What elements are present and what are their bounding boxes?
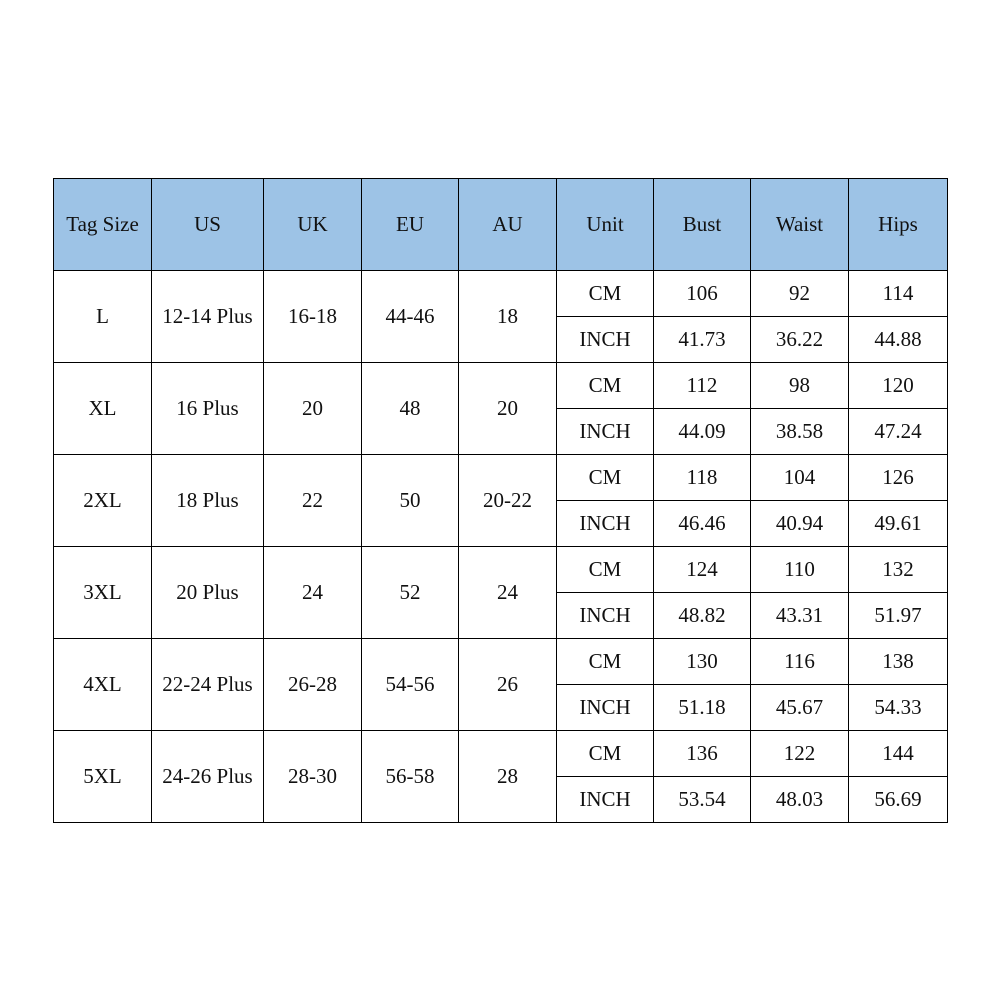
table-row-cm bbox=[54, 271, 948, 317]
tag-size-cell: 5XL bbox=[54, 731, 152, 823]
eu-size-cell: 48 bbox=[362, 363, 459, 455]
tag-size-cell: L bbox=[54, 271, 152, 363]
header-hips: Hips bbox=[849, 179, 948, 271]
unit-cell: INCH bbox=[557, 593, 654, 639]
unit-cell: CM bbox=[557, 455, 654, 501]
au-size-cell: 28 bbox=[459, 731, 557, 823]
au-size-cell: 18 bbox=[459, 271, 557, 363]
bust-cell: 48.82 bbox=[654, 593, 751, 639]
eu-size-cell: 44-46 bbox=[362, 271, 459, 363]
unit-cell: CM bbox=[557, 547, 654, 593]
uk-size-cell: 28-30 bbox=[264, 731, 362, 823]
tag-size-cell: XL bbox=[54, 363, 152, 455]
au-size-cell: 20 bbox=[459, 363, 557, 455]
bust-cell: 118 bbox=[654, 455, 751, 501]
table-row-cm bbox=[54, 547, 948, 593]
au-size-cell: 24 bbox=[459, 547, 557, 639]
size-chart-table bbox=[53, 178, 948, 823]
table-row-cm bbox=[54, 363, 948, 409]
au-size-cell: 26 bbox=[459, 639, 557, 731]
unit-cell: CM bbox=[557, 639, 654, 685]
us-size-cell: 20 Plus bbox=[152, 547, 264, 639]
waist-cell: 45.67 bbox=[751, 685, 849, 731]
tag-size-cell: 4XL bbox=[54, 639, 152, 731]
bust-cell: 106 bbox=[654, 271, 751, 317]
unit-cell: INCH bbox=[557, 777, 654, 823]
bust-cell: 46.46 bbox=[654, 501, 751, 547]
bust-cell: 130 bbox=[654, 639, 751, 685]
unit-cell: CM bbox=[557, 271, 654, 317]
unit-cell: CM bbox=[557, 363, 654, 409]
eu-size-cell: 52 bbox=[362, 547, 459, 639]
header-us: US bbox=[152, 179, 264, 271]
hips-cell: 56.69 bbox=[849, 777, 948, 823]
header-unit: Unit bbox=[557, 179, 654, 271]
waist-cell: 43.31 bbox=[751, 593, 849, 639]
bust-cell: 51.18 bbox=[654, 685, 751, 731]
us-size-cell: 18 Plus bbox=[152, 455, 264, 547]
uk-size-cell: 24 bbox=[264, 547, 362, 639]
unit-cell: INCH bbox=[557, 501, 654, 547]
unit-cell: INCH bbox=[557, 409, 654, 455]
waist-cell: 38.58 bbox=[751, 409, 849, 455]
header-tag-size: Tag Size bbox=[54, 179, 152, 271]
bust-cell: 112 bbox=[654, 363, 751, 409]
header-au: AU bbox=[459, 179, 557, 271]
hips-cell: 44.88 bbox=[849, 317, 948, 363]
waist-cell: 40.94 bbox=[751, 501, 849, 547]
hips-cell: 126 bbox=[849, 455, 948, 501]
hips-cell: 54.33 bbox=[849, 685, 948, 731]
table-row-cm bbox=[54, 731, 948, 777]
au-size-cell: 20-22 bbox=[459, 455, 557, 547]
uk-size-cell: 20 bbox=[264, 363, 362, 455]
hips-cell: 120 bbox=[849, 363, 948, 409]
uk-size-cell: 22 bbox=[264, 455, 362, 547]
bust-cell: 136 bbox=[654, 731, 751, 777]
waist-cell: 122 bbox=[751, 731, 849, 777]
hips-cell: 47.24 bbox=[849, 409, 948, 455]
waist-cell: 110 bbox=[751, 547, 849, 593]
waist-cell: 92 bbox=[751, 271, 849, 317]
header-waist: Waist bbox=[751, 179, 849, 271]
eu-size-cell: 56-58 bbox=[362, 731, 459, 823]
waist-cell: 36.22 bbox=[751, 317, 849, 363]
unit-cell: CM bbox=[557, 731, 654, 777]
eu-size-cell: 50 bbox=[362, 455, 459, 547]
waist-cell: 98 bbox=[751, 363, 849, 409]
hips-cell: 138 bbox=[849, 639, 948, 685]
eu-size-cell: 54-56 bbox=[362, 639, 459, 731]
unit-cell: INCH bbox=[557, 317, 654, 363]
header-row bbox=[54, 179, 948, 271]
table-row-cm bbox=[54, 455, 948, 501]
us-size-cell: 24-26 Plus bbox=[152, 731, 264, 823]
header-bust: Bust bbox=[654, 179, 751, 271]
bust-cell: 41.73 bbox=[654, 317, 751, 363]
uk-size-cell: 26-28 bbox=[264, 639, 362, 731]
tag-size-cell: 2XL bbox=[54, 455, 152, 547]
unit-cell: INCH bbox=[557, 685, 654, 731]
us-size-cell: 22-24 Plus bbox=[152, 639, 264, 731]
hips-cell: 51.97 bbox=[849, 593, 948, 639]
us-size-cell: 12-14 Plus bbox=[152, 271, 264, 363]
waist-cell: 48.03 bbox=[751, 777, 849, 823]
waist-cell: 116 bbox=[751, 639, 849, 685]
uk-size-cell: 16-18 bbox=[264, 271, 362, 363]
hips-cell: 49.61 bbox=[849, 501, 948, 547]
table-body bbox=[54, 271, 948, 823]
hips-cell: 132 bbox=[849, 547, 948, 593]
waist-cell: 104 bbox=[751, 455, 849, 501]
hips-cell: 144 bbox=[849, 731, 948, 777]
bust-cell: 53.54 bbox=[654, 777, 751, 823]
bust-cell: 44.09 bbox=[654, 409, 751, 455]
hips-cell: 114 bbox=[849, 271, 948, 317]
us-size-cell: 16 Plus bbox=[152, 363, 264, 455]
tag-size-cell: 3XL bbox=[54, 547, 152, 639]
header-eu: EU bbox=[362, 179, 459, 271]
header-uk: UK bbox=[264, 179, 362, 271]
table-row-cm bbox=[54, 639, 948, 685]
bust-cell: 124 bbox=[654, 547, 751, 593]
